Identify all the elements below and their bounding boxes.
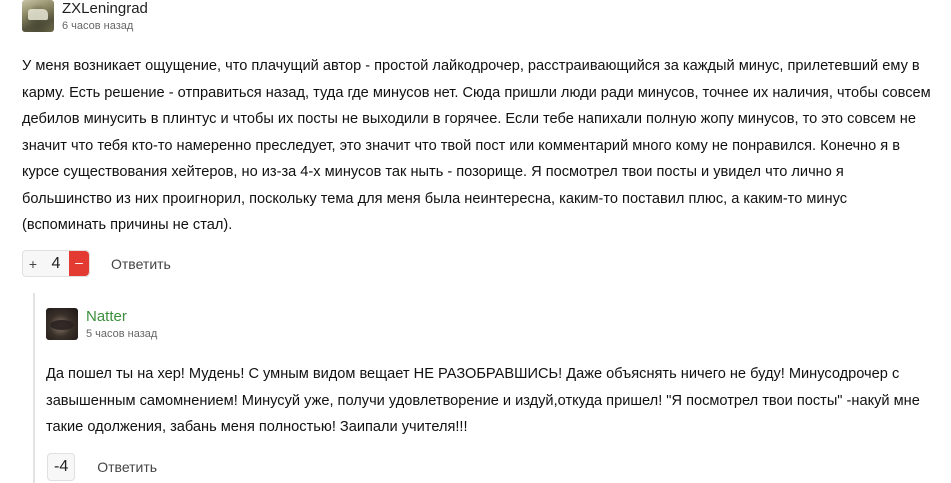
timestamp: 6 часов назад (62, 20, 134, 32)
upvote-button[interactable]: + (28, 255, 38, 272)
rating-control (22, 250, 90, 277)
avatar[interactable] (22, 0, 54, 32)
comment-meta (62, 0, 148, 33)
author-name[interactable]: ZXLeningrad (62, 0, 148, 17)
avatar[interactable] (46, 308, 78, 340)
rating-score: 4 (51, 254, 61, 272)
author-name[interactable]: Natter (86, 308, 127, 325)
thread-line[interactable] (33, 293, 35, 483)
comment-actions (22, 250, 171, 277)
comment-text: Да пошел ты на хер! Мудень! С умным видом вещает НЕ РАЗОБРАВШИСЬ! Даже объяснять ничего не буду! Минусодрочер с завышенным самомнением! Минусуй уже, получи удовлетворение и издуй,откуда пришел! "Я посмотрел твои посты" -накуй мне такие одолжения, забань меня полностью! Заипали учителя!!! (46, 366, 920, 435)
comment-meta (86, 308, 157, 341)
rating-score: -4 (47, 453, 75, 481)
reply-button[interactable]: Ответить (111, 255, 171, 272)
timestamp: 5 часов назад (86, 328, 158, 340)
downvote-button[interactable]: – (69, 251, 89, 276)
comment-header (46, 308, 926, 341)
comment-text: У меня возникает ощущение, что плачущий автор - простой лайкодрочер, расстраивающийся за каждый минус, прилетевший ему в карму. Есть решение - отправиться назад, туда где минусов нет. Сюда пришли люди ради минусов, точнее их наличия, чтобы совсем дебилов минусить в плинтус и чтобы их посты не выходили в горячее. Если тебе напихали полную жопу минусов, то это совсем не значит что тебя кто-то намеренно преследует, это значит что твой пост или комментарий много кому не понравился. Конечно я в курсе существования хейтеров, но из-за 4-х минусов так ныть - позорище. Я посмотрел твои посты и увидел что лично я большинство из них проигнорил, поскольку тема для меня была неинтересна, каким-то поставил плюс, а каким-то минус (вспоминать причины не стал). (22, 58, 931, 233)
comment (22, 0, 932, 233)
reply-comment (46, 308, 926, 435)
comment-header (22, 0, 932, 33)
reply-button[interactable]: Ответить (97, 459, 158, 475)
